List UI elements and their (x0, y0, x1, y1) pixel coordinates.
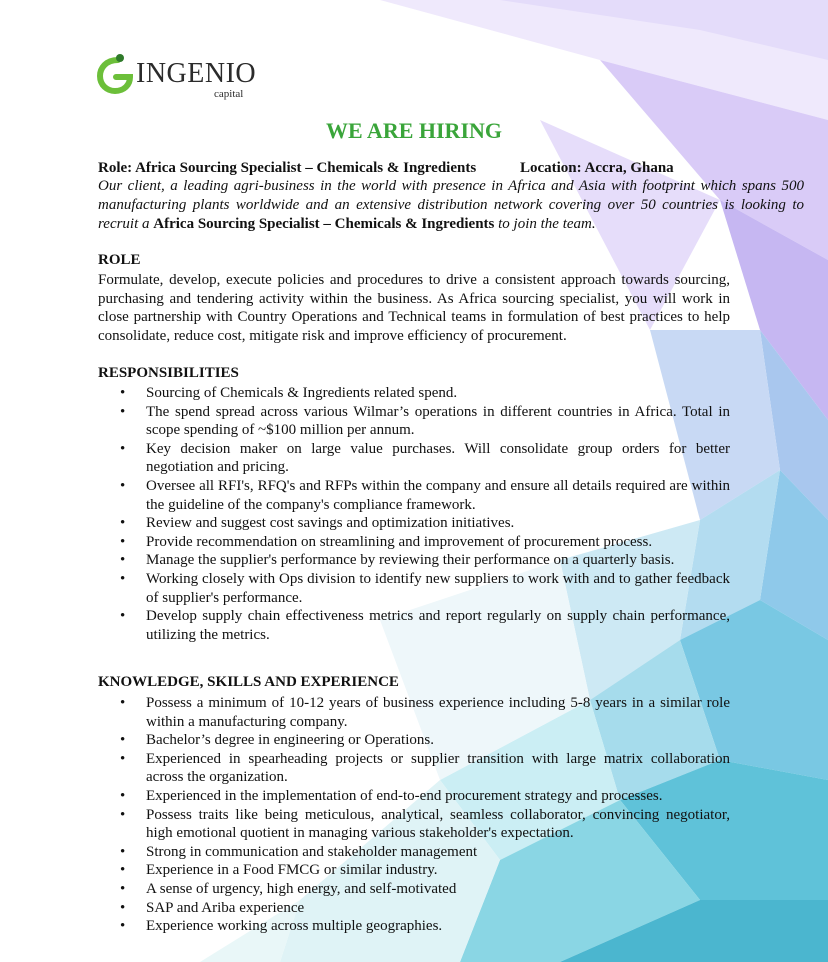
list-item: • Manage the supplier's performance by reviewing their performance on a quarterly basis. (120, 552, 675, 569)
list-item: • Key decision maker on large value purchases. Will consolidate group orders for better negotiation and pricing. (120, 440, 730, 476)
role-section-text: Formulate, develop, execute policies and procedures to drive a consistent approach towards sourcing, purchasing and tendering activity within the business. As Africa sourcing specialist, you will work in close partnership with Country Operations and Technical teams in formulation of best practices to help consolidate, reduce cost, mitigate risk and improve efficiency of procurement. (98, 272, 730, 344)
list-item: • Provide recommendation on streamlining and improvement of procurement process. (120, 533, 653, 550)
list-item: • Experienced in spearheading projects or supplier transition with large matrix collaboration across the organization. (120, 750, 730, 786)
list-item: • Experience working across multiple geographies. (120, 918, 443, 935)
page-title: WE ARE HIRING (325, 118, 503, 143)
list-item: • Bachelor’s degree in engineering or Operations. (120, 732, 434, 749)
list-item: • The spend spread across various Wilmar’s operations in different countries in Africa. Total in scope spending of ~$100 million per annum. (120, 403, 730, 439)
list-item: • Review and suggest cost savings and optimization initiatives. (120, 515, 515, 532)
location: Location: Accra, Ghana (519, 160, 674, 176)
intro-highlight: Africa Sourcing Specialist – Chemicals & Ingredients (153, 216, 495, 232)
role-title: Role: Africa Sourcing Specialist – Chemicals & Ingredients (98, 160, 477, 176)
skills-list (98, 694, 730, 936)
list-item: • A sense of urgency, high energy, and self-motivated (120, 880, 457, 897)
list-item: • Experience in a Food FMCG or similar industry. (120, 862, 438, 879)
list-item: • SAP and Ariba experience (120, 899, 305, 916)
responsibilities-list (98, 384, 730, 644)
list-item: • Develop supply chain effectiveness metrics and report regularly on supply chain performance, utilizing the metrics. (120, 608, 730, 643)
list-item: • Oversee all RFI's, RFQ's and RFPs within the company and ensure all details required are within the guideline of the company's compliance framework. (120, 477, 730, 513)
list-item: • Experienced in the implementation of end-to-end procurement strategy and processes. (120, 787, 663, 804)
list-item: • Working closely with Ops division to identify new suppliers to work with and to gather feedback of supplier's performance. (120, 570, 730, 606)
intro-paragraph (98, 177, 804, 234)
intro-text-start: Our client, a leading agri-business in the world with presence in Africa and Asia with footprint which spans 500 manufacturing plants worldwide and an extensive distribution network covering over 50 countries is looking to recruit a (98, 178, 804, 232)
intro-text-end: to join the team. (494, 216, 596, 232)
company-logo (96, 52, 266, 102)
role-section-title: ROLE (98, 252, 141, 268)
skills-title: KNOWLEDGE, SKILLS AND EXPERIENCE (98, 674, 399, 690)
list-item: • Possess traits like being meticulous, analytical, seamless collaborator, convincing negotiator, high emotional quotient in managing various stakeholder's expectation. (120, 806, 730, 842)
role-location-line (98, 160, 674, 177)
logo-subtitle: capital (214, 88, 244, 100)
logo-wordmark: INGENIO (136, 58, 257, 89)
ingenio-logo-icon (96, 52, 136, 96)
list-item: • Strong in communication and stakeholder management (120, 843, 478, 860)
responsibilities-title: RESPONSIBILITIES (98, 365, 239, 381)
list-item: • Possess a minimum of 10-12 years of business experience including 5-8 years in a similar role within a manufacturing company. (120, 695, 730, 730)
list-item: • Sourcing of Chemicals & Ingredients related spend. (120, 385, 458, 401)
